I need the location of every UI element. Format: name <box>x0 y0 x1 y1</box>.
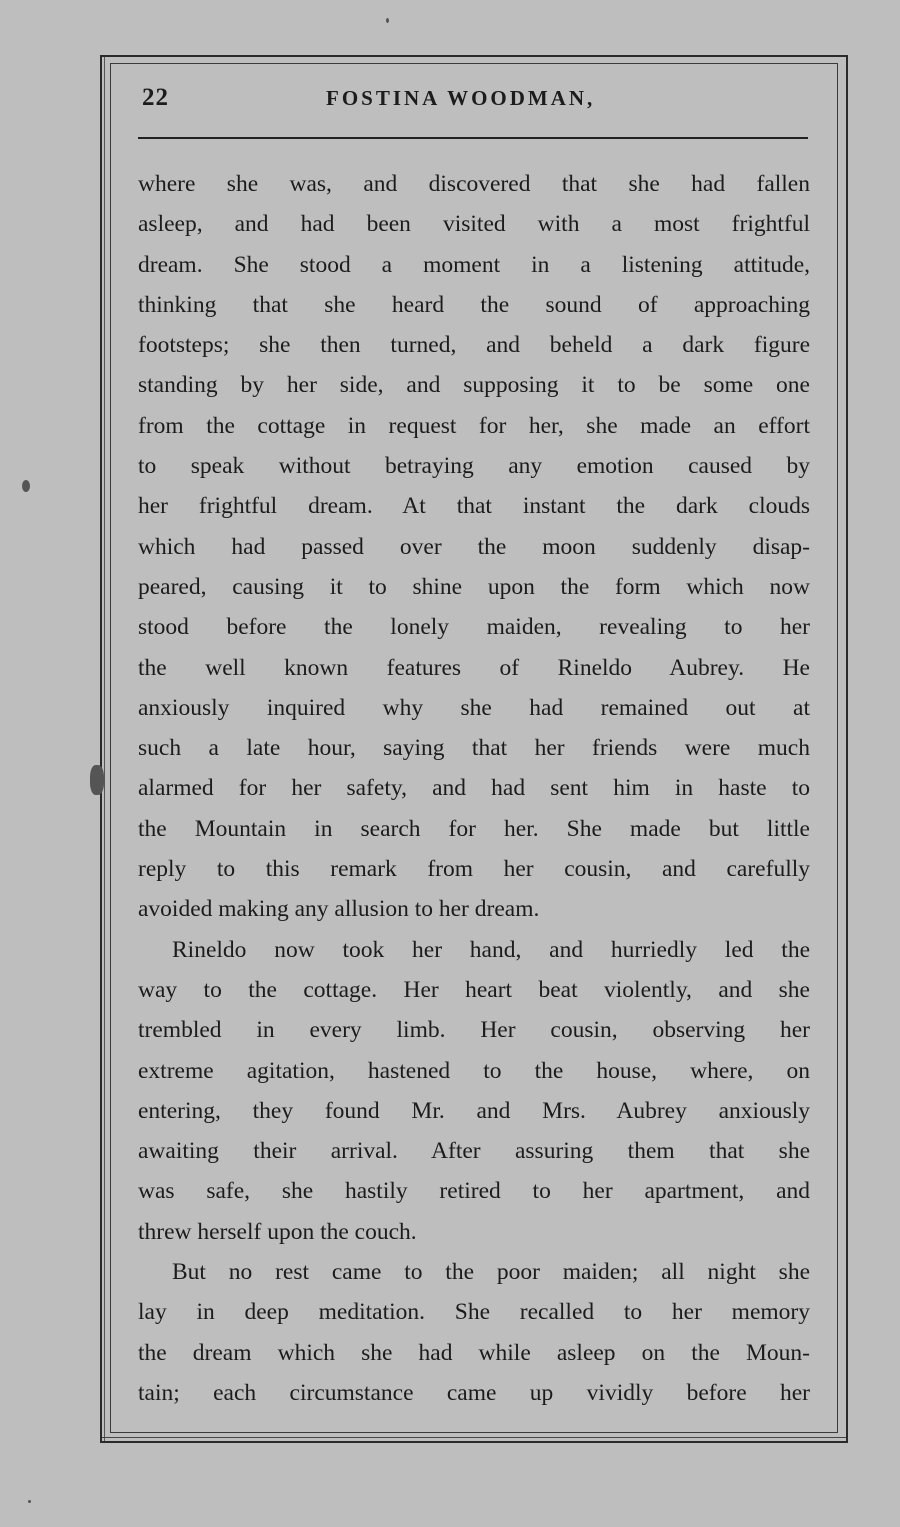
text-line: was safe, she hastily retired to her apartment, and <box>138 1178 810 1205</box>
text-line: reply to this remark from her cousin, and carefully <box>138 856 810 883</box>
text-line: the well known features of Rineldo Aubrey. He <box>138 654 810 681</box>
text-line: asleep, and had been visited with a most frightful <box>138 211 810 238</box>
text-line: tain; each circumstance came up vividly before her <box>138 1379 810 1406</box>
text-line: extreme agitation, hastened to the house, where, on <box>138 1057 810 1084</box>
ink-speck <box>90 765 104 795</box>
text-line: the Mountain in search for her. She made but little <box>138 815 810 842</box>
page-border-rule <box>104 57 105 1441</box>
text-line: standing by her side, and supposing it to be some one <box>138 372 810 399</box>
text-line: thinking that she heard the sound of approaching <box>138 291 810 318</box>
text-line: way to the cottage. Her heart beat violently, and she <box>138 976 810 1003</box>
text-line: peared, causing it to shine upon the form which now <box>138 573 810 600</box>
body-text <box>138 164 810 1413</box>
text-line: trembled in every limb. Her cousin, observing her <box>138 1017 810 1044</box>
text-line: footsteps; she then turned, and beheld a dark figure <box>138 332 810 359</box>
ink-speck <box>22 480 30 492</box>
text-line: to speak without betraying any emotion caused by <box>138 453 810 480</box>
text-line: entering, they found Mr. and Mrs. Aubrey anxiously <box>138 1097 810 1124</box>
paragraph-end-line: avoided making any allusion to her dream. <box>138 896 540 923</box>
text-line: the dream which she had while asleep on the Moun- <box>138 1339 810 1366</box>
text-line: anxiously inquired why she had remained out at <box>138 694 810 721</box>
ink-speck <box>28 1500 31 1503</box>
text-line: awaiting their arrival. After assuring them that she <box>138 1138 810 1165</box>
page-border-bottom-rule <box>102 1437 846 1438</box>
text-line: stood before the lonely maiden, revealing to her <box>138 614 810 641</box>
ink-speck <box>386 18 389 23</box>
page-number: 22 <box>142 84 169 111</box>
header-rule <box>138 137 808 139</box>
text-line: alarmed for her safety, and had sent him in haste to <box>138 775 810 802</box>
text-line: her frightful dream. At that instant the dark clouds <box>138 493 810 520</box>
text-line: from the cottage in request for her, she made an effort <box>138 412 810 439</box>
running-title: FOSTINA WOODMAN, <box>326 86 596 110</box>
paragraph-start-line: Rineldo now took her hand, and hurriedly led the <box>172 936 810 963</box>
text-line: which had passed over the moon suddenly disap- <box>138 533 810 560</box>
paragraph-start-line: But no rest came to the poor maiden; all night she <box>172 1259 810 1286</box>
text-line: lay in deep meditation. She recalled to her memory <box>138 1299 810 1326</box>
text-line: where she was, and discovered that she had fallen <box>138 171 810 197</box>
text-line: such a late hour, saying that her friends were much <box>138 735 810 762</box>
text-line: dream. She stood a moment in a listening attitude, <box>138 251 810 278</box>
running-head <box>142 84 812 120</box>
paragraph-end-line: threw herself upon the couch. <box>138 1218 417 1245</box>
